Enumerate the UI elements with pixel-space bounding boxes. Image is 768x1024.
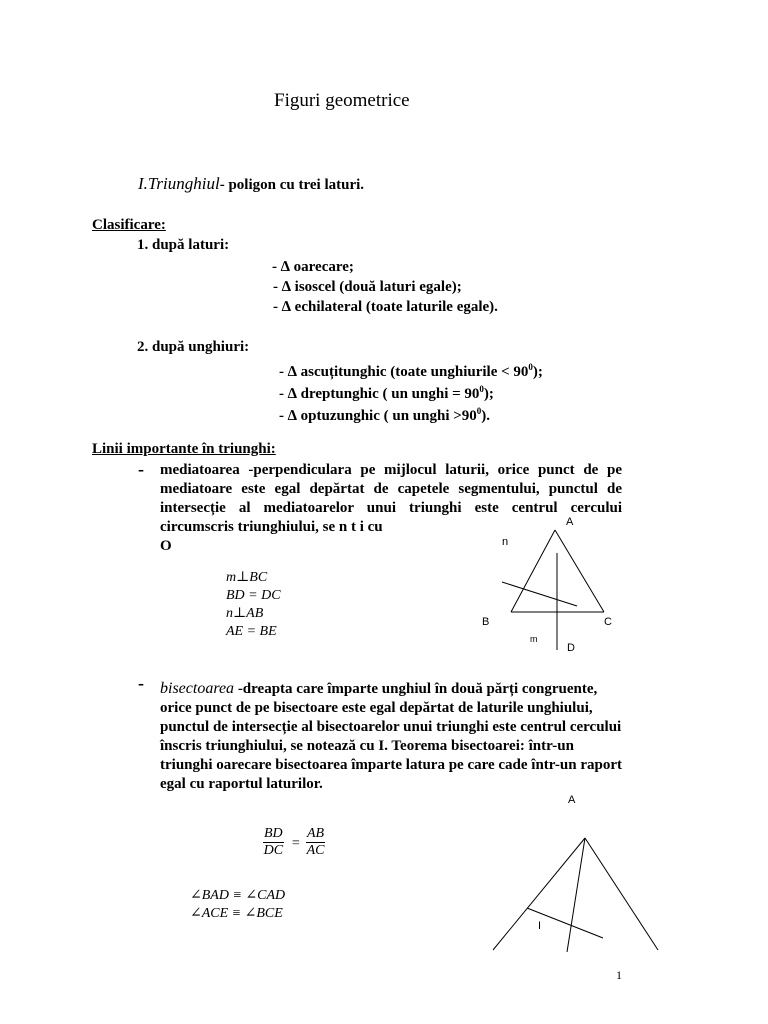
mediatoare-bullet: -: [138, 459, 144, 479]
intro-term: I.Triunghiul: [138, 174, 220, 193]
side-item-oarecare: - ∆ oarecare;: [272, 259, 354, 275]
side-ab: [511, 530, 555, 612]
bisector-a: [567, 838, 585, 952]
side-ac: [555, 530, 604, 612]
formula-m-perp-bc: m⊥BC: [226, 570, 268, 585]
mediatoare-text: -perpendiculara pe mijlocul laturii, orice punct de pe mediatoare este egal depărtat de capetele segmentului, punctul de intersecție al mediatoarelor unui triunghi este centrul cercului circumscris triunghiului, se n t i cu: [160, 462, 622, 535]
page-title: Figuri geometrice: [274, 90, 410, 111]
by-angles-label: 2. după unghiuri:: [137, 339, 250, 355]
bisectoare-theorem: . Teorema bisectoarei: într-un triunghi oarecare bisectoarea împarte latura pe care cade într-un raport egal cu raportul laturilor.: [160, 738, 622, 792]
bis-side-ab: [493, 838, 585, 950]
angle-item-ascutitunghic: - ∆ ascuțitunghic (toate unghiurile < $90^0$);: [279, 362, 543, 380]
classification-heading: Clasificare:: [92, 217, 166, 233]
intro-definition: poligon cu trei laturi.: [228, 177, 365, 193]
mediatoare-term: mediatoarea: [160, 462, 240, 478]
bis-side-ac: [585, 838, 658, 950]
bisectoare-letter-i: I: [378, 738, 385, 754]
lines-heading: Linii importante în triunghi:: [92, 441, 276, 457]
fig2-label-a: A: [568, 794, 576, 806]
bisectoare-text: -dreapta care împarte unghiul în două părți congruente, orice punct de pe bisectoare este egal depărtat de laturile unghiului, punctul de intersecție al bisectoarelor unui triunghi este centrul cercului înscris triunghiului, se notează cu: [160, 681, 622, 754]
formula-ae-eq-be: AE = BE: [226, 624, 277, 639]
formula-angle-bad: ∠BAD ≡ ∠CAD: [190, 888, 286, 903]
angle-item-optuzunghic: - ∆ optuzunghic ( un unghi $>90^0$).: [279, 406, 491, 424]
intro-dash: -: [219, 177, 229, 193]
fraction-ab-ac: $\frac{AB}{AC}$: [306, 826, 325, 858]
fig1-label-b: B: [482, 616, 490, 628]
fig1-label-d: D: [567, 642, 575, 654]
formula-bd-eq-dc: BD = DC: [226, 588, 281, 603]
fig1-label-n: n: [502, 536, 509, 548]
fig1-label-m: m: [530, 634, 538, 644]
formula-n-perp-ab: n⊥AB: [226, 606, 264, 621]
mediatoare-center-letter: O: [160, 538, 172, 554]
fig1-label-a: A: [566, 516, 574, 528]
bisectoare-paragraph: [160, 679, 630, 794]
by-sides-label: 1. după laturi:: [137, 237, 230, 253]
side-item-isoscel: - ∆ isoscel (două laturi egale);: [273, 279, 462, 295]
page-number: 1: [616, 968, 622, 982]
bisectoare-term: bisectoarea: [160, 680, 235, 697]
line-n: [502, 582, 577, 606]
formula-angle-ace: ∠ACE ≡ ∠BCE: [190, 906, 283, 921]
fig1-label-c: C: [604, 616, 612, 628]
bisectoare-bullet: -: [138, 673, 144, 693]
angle-item-dreptunghic: - ∆ dreptunghic ( un unghi = $90^0$);: [279, 384, 494, 402]
side-item-echilateral: - ∆ echilateral (toate laturile egale).: [273, 299, 498, 315]
fraction-bd-dc: $\frac{BD}{DC}$: [263, 826, 284, 858]
fraction-equals: =: [291, 836, 301, 851]
fig2-label-i: I: [538, 920, 542, 932]
